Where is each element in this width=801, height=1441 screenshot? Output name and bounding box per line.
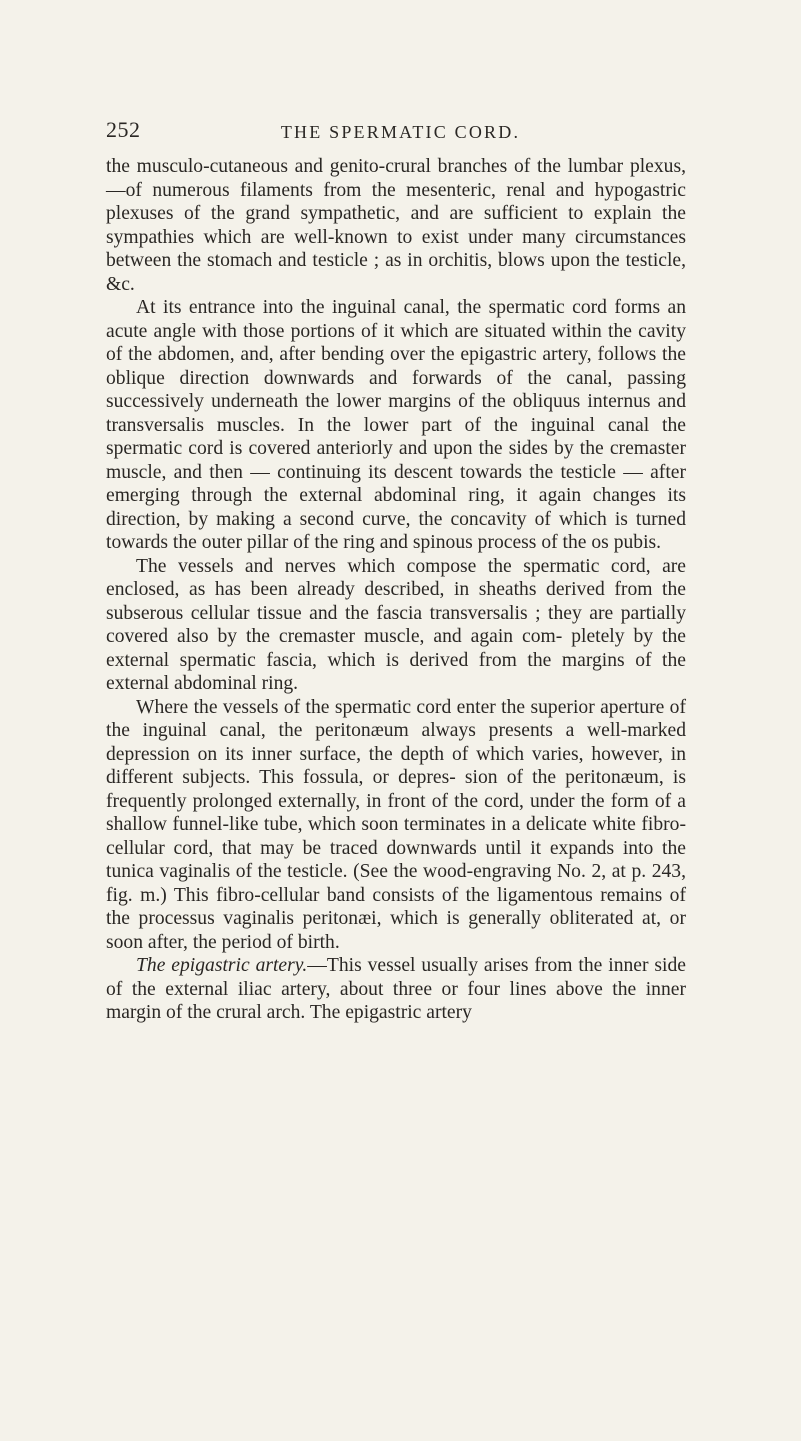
paragraph-3: The vessels and nerves which compose the spermatic cord, are enclosed, as has been already described, in sheaths derived from the subserous cellular tissue and the fascia transversalis ; they are partially covered also by the cremaster muscle, and again com- pletely by the external spermatic fascia, which is derived from the margins of the external abdominal ring.	[106, 555, 686, 694]
body-text	[106, 155, 686, 1025]
running-title: THE SPERMATIC CORD.	[280, 122, 521, 142]
epigastric-artery-heading: The epigastric artery.	[136, 955, 308, 976]
paragraph-2: At its entrance into the inguinal canal, the spermatic cord forms an acute angle with those portions of it which are situated within the cavity of the abdomen, and, after bending over the epigastric artery, follows the oblique direction downwards and forwards of the canal, passing successively underneath the lower margins of the obliquus internus and transversalis muscles. In the lower part of the inguinal canal the spermatic cord is covered anteriorly and upon the sides by the cremaster muscle, and then — continuing its descent towards the testicle — after emerging through the external abdominal ring, it again changes its direction, by making a second curve, the concavity of which is turned towards the outer pillar of the ring and spinous process of the os pubis.	[106, 297, 686, 553]
page-number: 252	[106, 117, 141, 142]
paragraph-1: the musculo-cutaneous and genito-crural branches of the lumbar plexus,—of numerous filaments from the mesenteric, renal and hypogastric plexuses of the grand sympathetic, and are sufficient to explain the sympathies which are well-known to exist under many circumstances between the stomach and testicle ; as in orchitis, blows upon the testicle, &c.	[106, 156, 686, 295]
paragraph-5-text: —This vessel usually arises from the inner side of the external iliac artery, about three or four lines above the inner margin of the crural arch. The epigastric artery	[106, 955, 686, 1023]
paragraph-5	[106, 954, 686, 1025]
paragraph-4: Where the vessels of the spermatic cord enter the superior aperture of the inguinal canal, the peritonæum always presents a well-marked depression on its inner surface, the depth of which varies, however, in different subjects. This fossula, or depres- sion of the peritonæum, is frequently prolonged externally, in front of the cord, under the form of a shallow funnel-like tube, which soon terminates in a delicate white fibro-cellular cord, that may be traced downwards until it expands into the tunica vaginalis of the testicle. (See the wood-engraving No. 2, at p. 243, fig. m.) This fibro-cellular band consists of the ligamentous remains of the processus vaginalis peritonæi, which is generally obliterated at, or soon after, the period of birth.	[106, 696, 686, 953]
